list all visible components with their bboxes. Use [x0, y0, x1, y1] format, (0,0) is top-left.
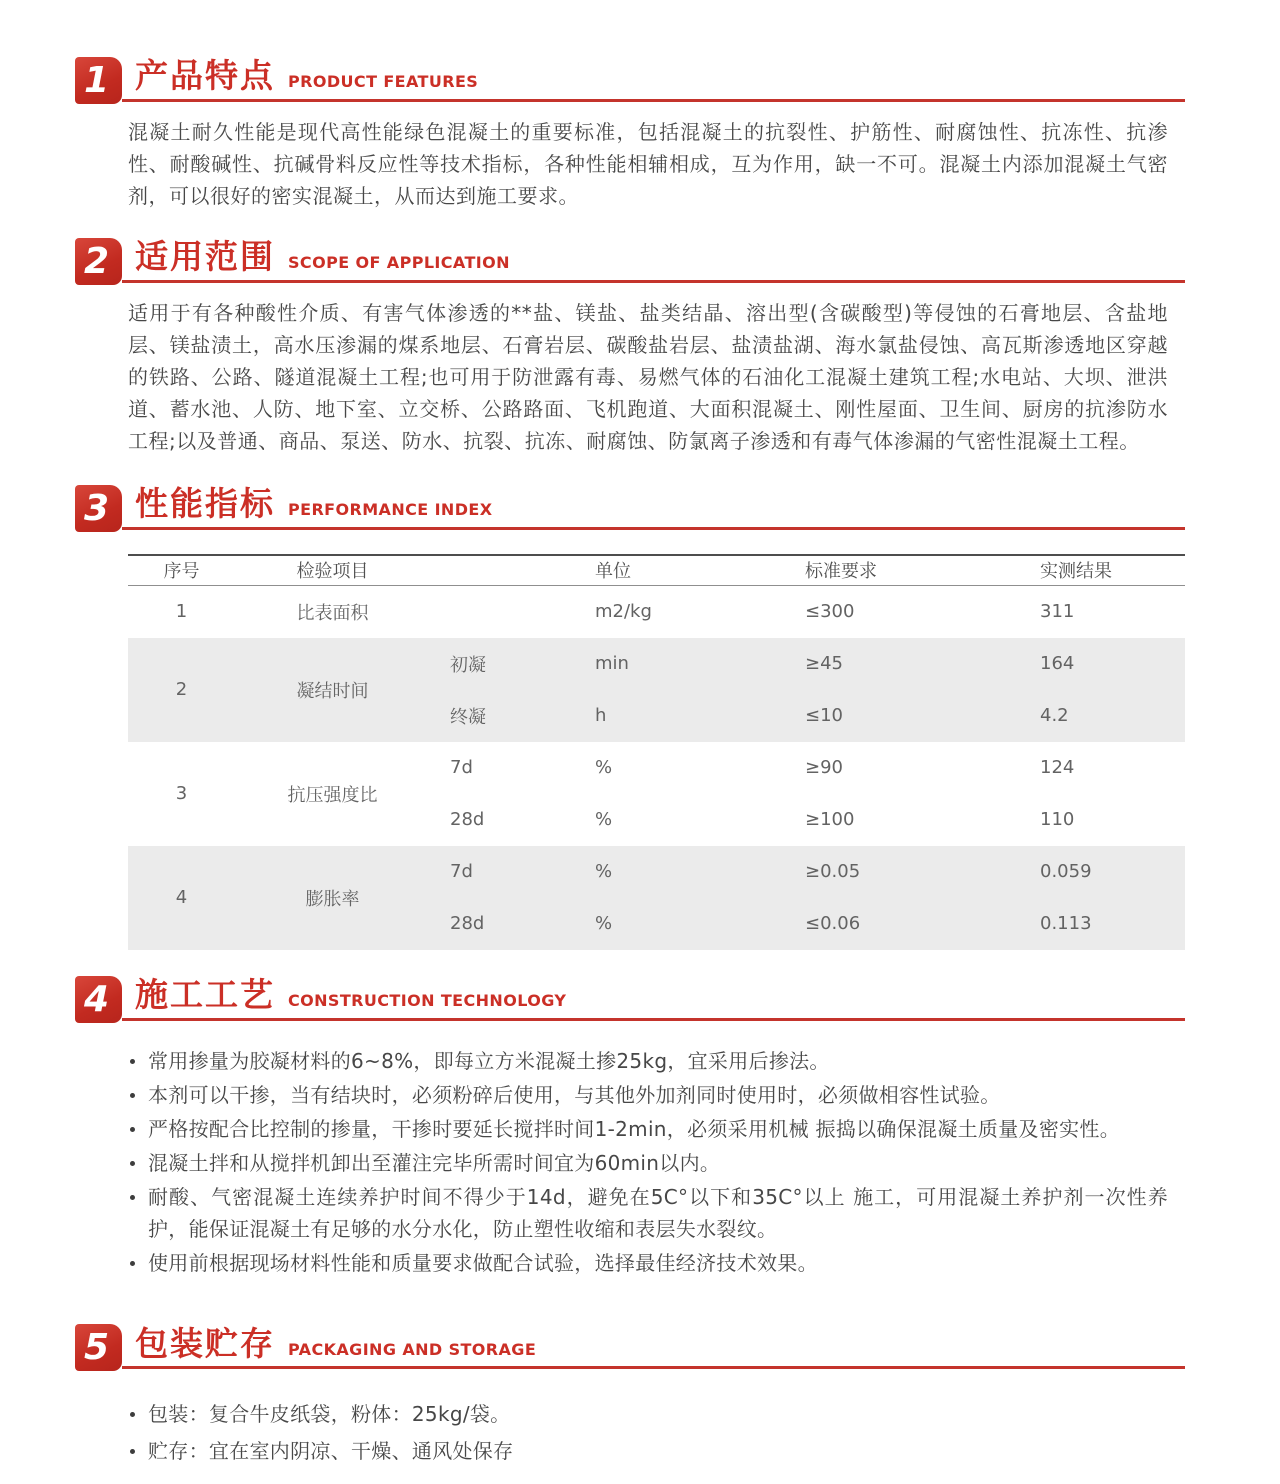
cell-no: 2: [128, 638, 235, 742]
section-title-rule: [122, 55, 1185, 102]
list-item-text: 混凝土拌和从搅拌机卸出至灌注完毕所需时间宜为60min以内。: [148, 1150, 721, 1175]
section-title-zh: 性能指标: [135, 483, 275, 523]
cell-sub: 28d: [430, 898, 580, 950]
cell-unit: %: [580, 898, 780, 950]
list-item: [130, 1045, 1168, 1077]
cell-result: 311: [1040, 601, 1075, 623]
table-header-row: [128, 555, 1185, 586]
list-item: [130, 1079, 1168, 1111]
table-row: [128, 742, 1185, 794]
list-item-text: 贮存：宜在室内阴凉、干燥、通风处保存: [148, 1439, 514, 1464]
cell-item: 比表面积: [296, 602, 369, 624]
table-row: [128, 638, 1185, 690]
cell-unit: %: [580, 846, 780, 898]
col-header-standard: 标准要求: [780, 555, 1020, 586]
section-header: [75, 1323, 1185, 1370]
table-row: [128, 846, 1185, 898]
table-row: [128, 586, 1185, 638]
cell-unit: min: [580, 638, 780, 690]
cell-result: 124: [1040, 757, 1075, 779]
section-header: [75, 974, 1185, 1021]
cell-sub: 28d: [450, 809, 485, 831]
cell-no: 3: [175, 783, 188, 805]
col-header-sub: [430, 555, 580, 586]
list-item: [130, 1397, 1168, 1432]
section-packaging-and-storage: [0, 1323, 1280, 1470]
cell-sub: 终凝: [430, 690, 580, 742]
cell-unit: h: [580, 690, 780, 742]
section-number-badge: 4: [75, 976, 122, 1023]
cell-unit: m2/kg: [595, 601, 652, 623]
cell-result: 110: [1040, 809, 1075, 831]
bullet-dot-icon: [130, 1261, 135, 1266]
section-number-badge: 5: [75, 1324, 122, 1371]
section-body-text: 适用于有各种酸性介质、有害气体渗透的**盐、镁盐、盐类结晶、溶出型(含碳酸型)等侵蚀的石膏地层、含盐地层、镁盐渍土，高水压渗漏的煤系地层、石膏岩层、碳酸盐岩层、盐渍盐湖、海水氯盐侵蚀、高瓦斯渗透地区穿越的铁路、公路、隧道混凝土工程;也可用于防泄露有毒、易燃气体的石油化工混凝土建筑工程;水电站、大坝、泄洪道、蓄水池、人防、地下室、立交桥、公路路面、飞机跑道、大面积混凝土、刚性屋面、卫生间、厨房的抗渗防水工程;以及普通、商品、泵送、防水、抗裂、抗冻、耐腐蚀、防氯离子渗透和有毒气体渗漏的气密性混凝土工程。: [128, 300, 1168, 453]
section-title-zh: 产品特点: [135, 56, 275, 95]
cell-item: 膨胀率: [235, 846, 430, 950]
cell-no: 4: [128, 846, 235, 950]
section-title-rule: [122, 1323, 1185, 1370]
list-item-text: 严格按配合比控制的掺量，干掺时要延长搅拌时间1-2min，必须采用机械 振捣以确保混凝土质量及密实性。: [148, 1116, 1121, 1141]
cell-result: 4.2: [1020, 690, 1185, 742]
list-item: [130, 1434, 1168, 1469]
list-item-text: 耐酸、气密混凝土连续养护时间不得少于14d，避免在5C°以下和35C°以上 施工，可用混凝土养护剂一次性养护，能保证混凝土有足够的水分水化，防止塑性收缩和表层失水裂纹。: [148, 1184, 1168, 1241]
cell-unit: %: [595, 757, 613, 779]
list-item: [130, 1113, 1168, 1145]
col-header-result: 实测结果: [1020, 555, 1185, 586]
section-title-en: PACKAGING AND STORAGE: [288, 1339, 537, 1359]
section-performance-index: [0, 483, 1280, 950]
section-title-rule: [122, 483, 1185, 530]
section-title-en: SCOPE OF APPLICATION: [288, 252, 510, 272]
cell-standard: ≥0.05: [780, 846, 1020, 898]
cell-sub: 初凝: [430, 638, 580, 690]
section-construction-technology: [0, 974, 1280, 1279]
cell-standard: ≤300: [805, 601, 855, 623]
cell-standard: ≥45: [780, 638, 1020, 690]
cell-standard: ≤10: [780, 690, 1020, 742]
section-number-badge: 3: [75, 485, 122, 532]
cell-no: 1: [175, 601, 188, 623]
section-header: [75, 483, 1185, 530]
performance-table: [128, 554, 1185, 950]
list-item-text: 使用前根据现场材料性能和质量要求做配合试验，选择最佳经济技术效果。: [148, 1250, 818, 1275]
list-item-text: 常用掺量为胶凝材料的6~8%，即每立方米混凝土掺25kg，宜采用后掺法。: [148, 1048, 830, 1073]
section-number-badge: 1: [75, 57, 122, 104]
col-header-no: 序号: [128, 555, 235, 586]
cell-sub: 7d: [430, 846, 580, 898]
section-body-text: 混凝土耐久性能是现代高性能绿色混凝土的重要标准，包括混凝土的抗裂性、护筋性、耐腐蚀性、抗冻性、抗渗性、耐酸碱性、抗碱骨料反应性等技术指标，各种性能相辅相成，互为作用，缺一不可。混凝土内添加混凝土气密剂，可以很好的密实混凝土，从而达到施工要求。: [128, 119, 1168, 208]
col-header-item: 检验项目: [235, 555, 430, 586]
section-header: [75, 55, 1185, 102]
cell-result: 164: [1020, 638, 1185, 690]
section-product-features: [0, 55, 1280, 212]
section-title-zh: 适用范围: [135, 236, 275, 276]
construction-bullet-list: [130, 1045, 1168, 1279]
section-title-zh: 包装贮存: [135, 1323, 275, 1363]
list-item-text: 本剂可以干掺，当有结块时，必须粉碎后使用，与其他外加剂同时使用时，必须做相容性试验。: [148, 1082, 1001, 1107]
bullet-dot-icon: [130, 1093, 135, 1098]
section-number-badge: 2: [75, 238, 122, 285]
section-title-en: PERFORMANCE INDEX: [288, 499, 493, 519]
bullet-dot-icon: [130, 1449, 135, 1454]
cell-unit: %: [595, 809, 613, 831]
section-header: [75, 236, 1185, 283]
cell-result: 0.059: [1020, 846, 1185, 898]
bullet-dot-icon: [130, 1127, 135, 1132]
cell-item: 凝结时间: [235, 638, 430, 742]
list-item: [130, 1247, 1168, 1279]
section-title-en: PRODUCT FEATURES: [288, 72, 479, 91]
section-title-en: CONSTRUCTION TECHNOLOGY: [288, 990, 567, 1010]
col-header-unit: 单位: [580, 555, 780, 586]
section-title-zh: 施工工艺: [135, 974, 275, 1014]
section-scope-of-application: [0, 236, 1280, 457]
cell-sub: [430, 586, 580, 638]
cell-standard: ≤0.06: [780, 898, 1020, 950]
cell-result: 0.113: [1020, 898, 1185, 950]
list-item-text: 包装：复合牛皮纸袋，粉体：25kg/袋。: [148, 1402, 511, 1427]
bullet-dot-icon: [130, 1412, 135, 1417]
packaging-bullet-list: [130, 1397, 1168, 1469]
cell-standard: ≥100: [805, 809, 855, 831]
bullet-dot-icon: [130, 1161, 135, 1166]
cell-item: 抗压强度比: [287, 784, 378, 806]
list-item: [130, 1181, 1168, 1245]
section-title-rule: [122, 974, 1185, 1021]
section-title-rule: [122, 236, 1185, 283]
list-item: [130, 1147, 1168, 1179]
cell-sub: 7d: [450, 757, 473, 779]
cell-standard: ≥90: [805, 757, 843, 779]
bullet-dot-icon: [130, 1195, 135, 1200]
bullet-dot-icon: [130, 1059, 135, 1064]
